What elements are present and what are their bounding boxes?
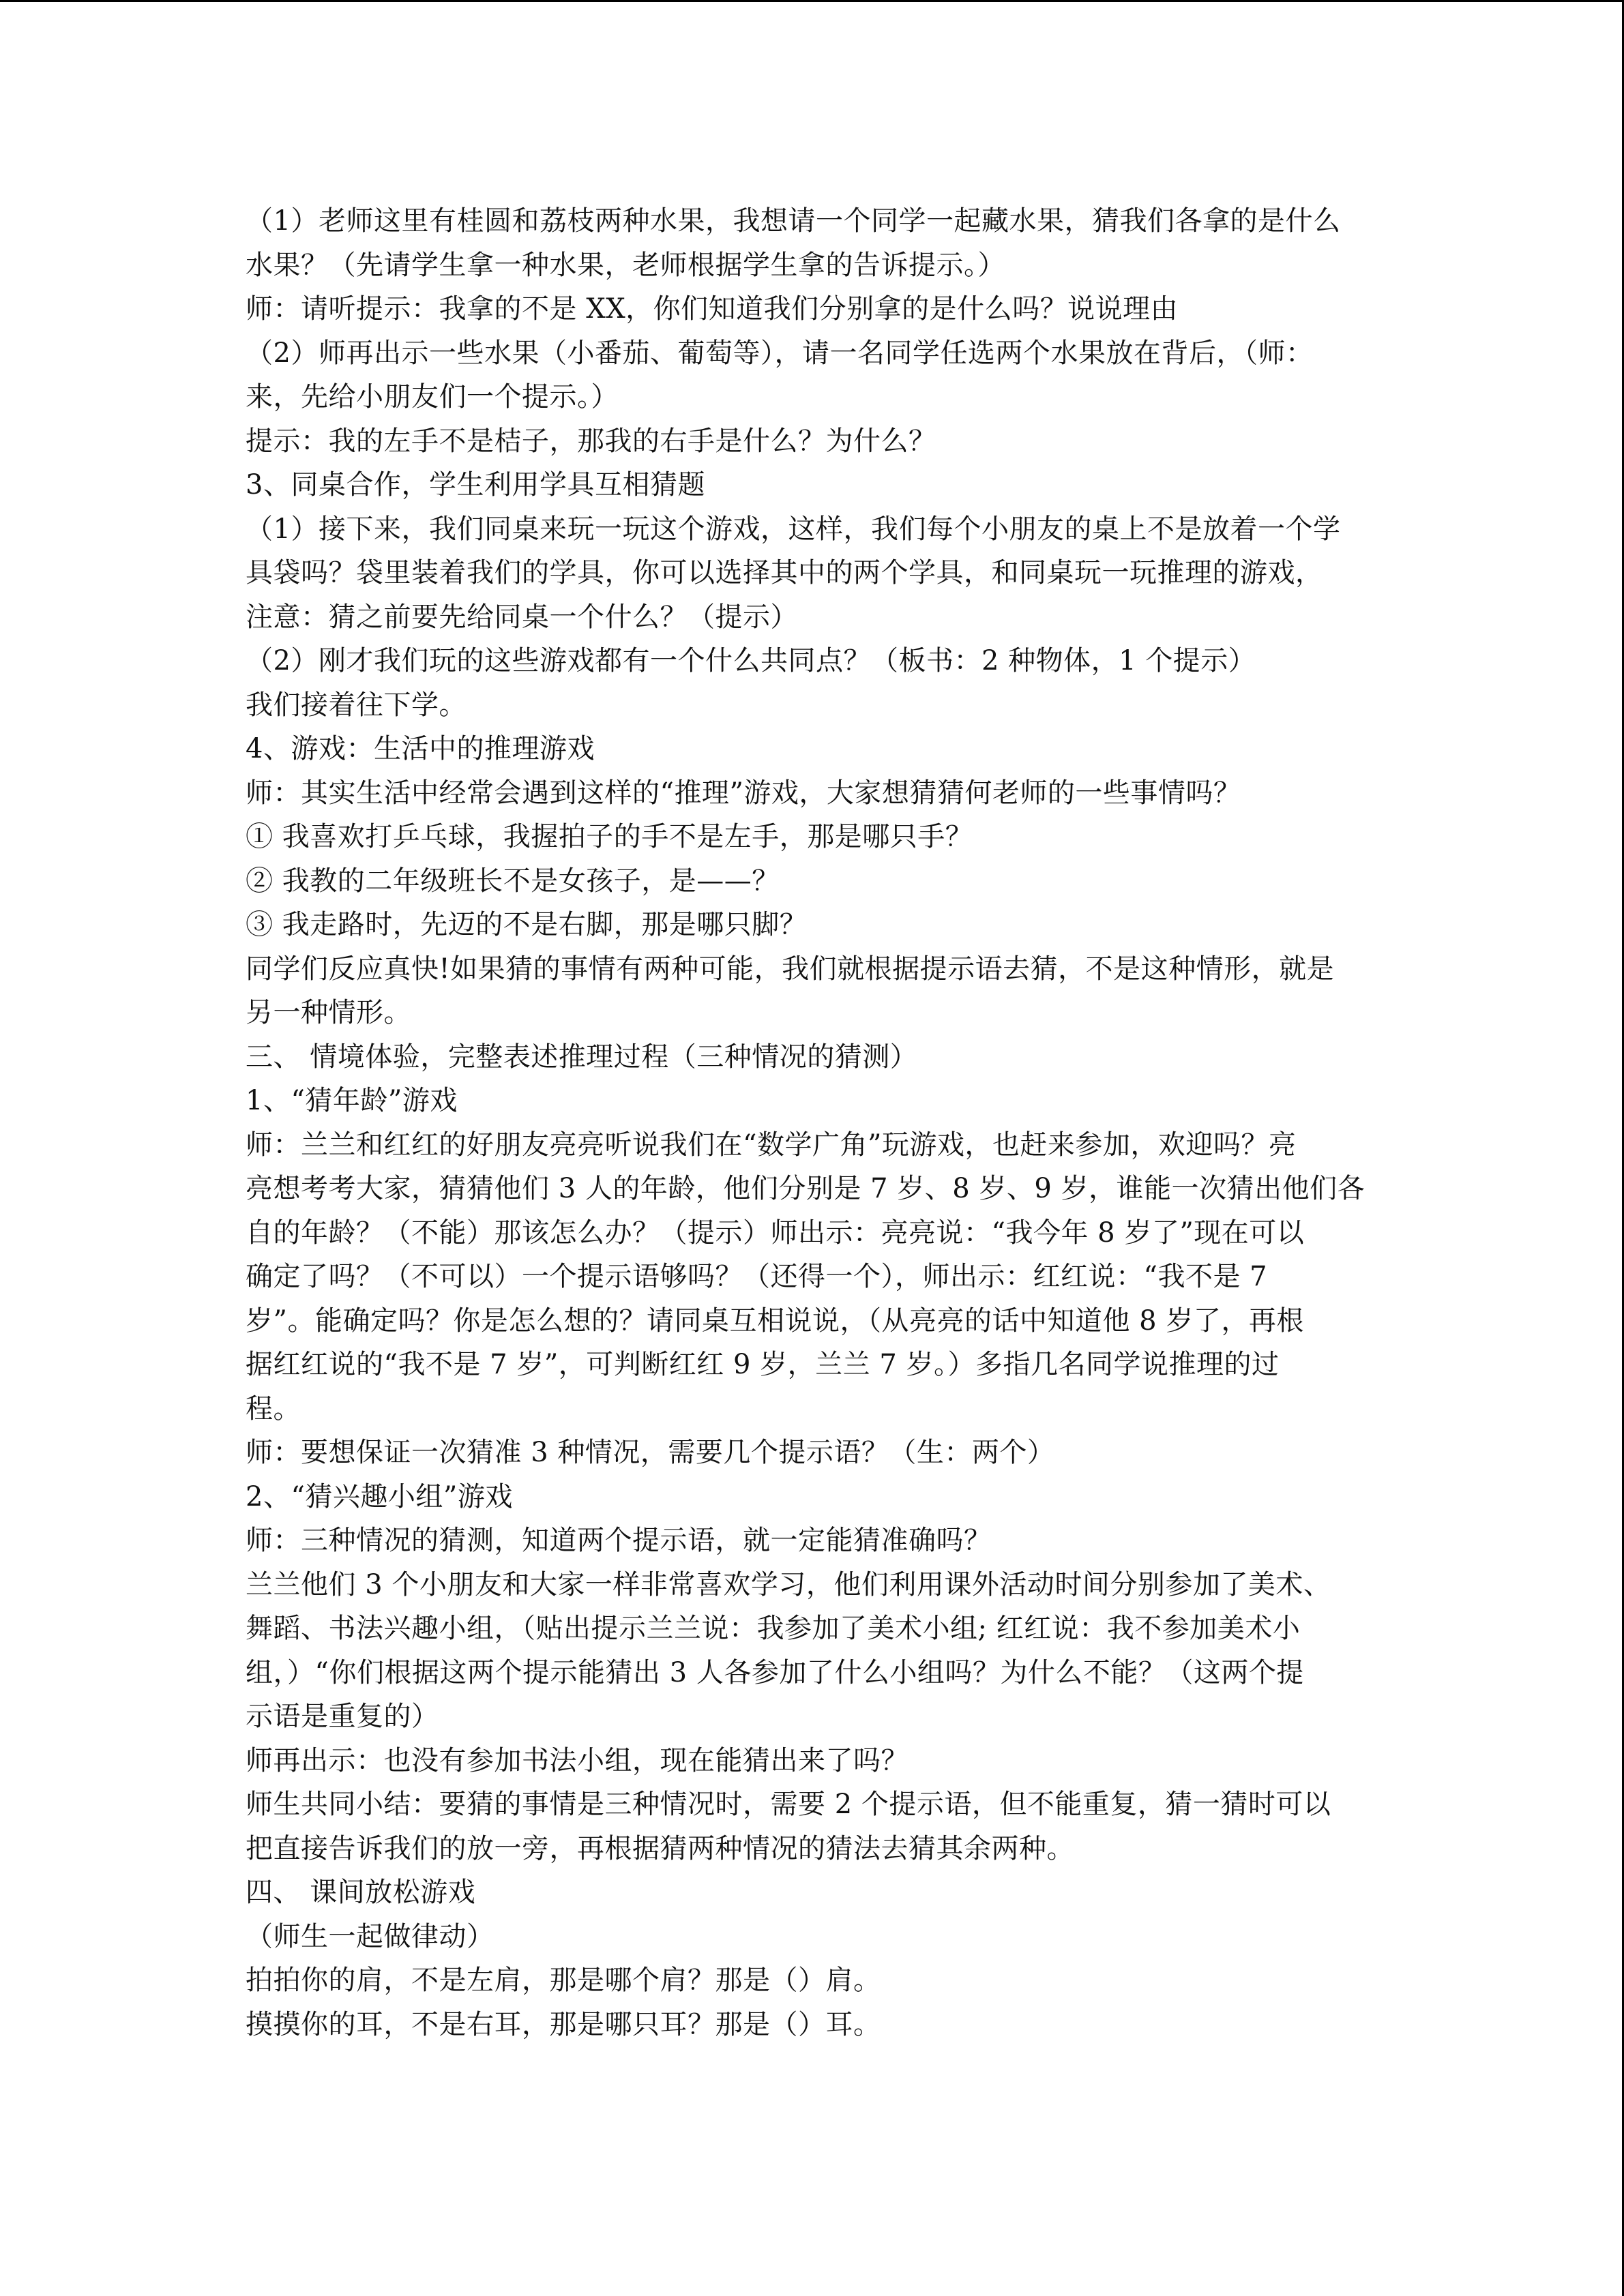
text-line: 同学们反应真快!如果猜的事情有两种可能，我们就根据提示语去猜，不是这种情形，就是 <box>246 953 1335 985</box>
section-heading: 四、 课间放松游戏 <box>246 1877 476 1908</box>
text-line: 师：请听提示：我拿的不是 XX，你们知道我们分别拿的是什么吗？说说理由 <box>246 293 1179 325</box>
text-line: 另一种情形。 <box>246 997 411 1028</box>
text-line: 来，先给小朋友们一个提示。） <box>246 381 619 413</box>
text-line: 拍拍你的肩，不是左肩，那是哪个肩？那是（）肩。 <box>246 1965 881 1996</box>
text-line: 具袋吗？袋里装着我们的学具，你可以选择其中的两个学具，和同桌玩一玩推理的游戏， <box>246 557 1323 588</box>
section-heading: 1、“猜年龄”游戏 <box>246 1085 458 1116</box>
list-item: ② 我教的二年级班长不是女孩子，是——？ <box>246 865 780 897</box>
document-body <box>246 199 1378 2046</box>
text-line: 兰兰他们 3 个小朋友和大家一样非常喜欢学习，他们利用课外活动时间分别参加了美术、 <box>246 1568 1331 1600</box>
text-line: 程。 <box>246 1392 301 1425</box>
text-line: （2）师再出示一些水果（小番茄、葡萄等），请一名同学任选两个水果放在背后，（师： <box>246 337 1314 369</box>
text-line: 提示：我的左手不是桔子，那我的右手是什么？为什么？ <box>246 425 936 457</box>
text-line: 把直接告诉我们的放一旁，再根据猜两种情况的猜法去猜其余两种。 <box>246 1832 1074 1864</box>
text-line: 师再出示：也没有参加书法小组，现在能猜出来了吗？ <box>246 1744 909 1776</box>
section-heading: 4、游戏：生活中的推理游戏 <box>246 733 595 764</box>
text-line: （1）老师这里有桂圆和荔枝两种水果，我想请一个同学一起藏水果，猜我们各拿的是什么 <box>246 205 1341 237</box>
text-line: 舞蹈、书法兴趣小组，（贴出提示兰兰说：我参加了美术小组; 红红说：我不参加美术小 <box>246 1613 1301 1644</box>
text-line: （师生一起做律动） <box>246 1920 494 1952</box>
text-line: 自的年龄？（不能）那该怎么办？（提示）师出示：亮亮说：“我今年 8 岁了”现在可以 <box>246 1217 1305 1249</box>
text-line: 水果？（先请学生拿一种水果，老师根据学生拿的告诉提示。） <box>246 249 1005 281</box>
text-line: 师：三种情况的猜测，知道两个提示语，就一定能猜准确吗？ <box>246 1525 992 1556</box>
section-heading: 3、同桌合作，学生利用学具互相猜题 <box>246 469 705 501</box>
text-line: 确定了吗？（不可以）一个提示语够吗？（还得一个），师出示：红红说：“我不是 7 <box>246 1261 1268 1292</box>
text-line: 亮想考考大家，猜猜他们 3 人的年龄，他们分别是 7 岁、8 岁、9 岁，谁能一次猜出他们各 <box>246 1173 1365 1204</box>
text-line: （1）接下来，我们同桌来玩一玩这个游戏，这样，我们每个小朋友的桌上不是放着一个学 <box>246 513 1341 545</box>
text-line: 组，）“你们根据这两个提示能猜出 3 人各参加了什么小组吗？为什么不能？（这两个提 <box>246 1656 1304 1688</box>
text-line: 我们接着往下学。 <box>246 689 467 721</box>
list-item: ① 我喜欢打乒乓球，我握拍子的手不是左手，那是哪只手？ <box>246 821 973 852</box>
text-line: 注意：猜之前要先给同桌一个什么？（提示） <box>246 601 798 633</box>
text-line: 师：其实生活中经常会遇到这样的“推理”游戏，大家想猜猜何老师的一些事情吗？ <box>246 777 1241 809</box>
text-line: 摸摸你的耳，不是右耳，那是哪只耳？那是（）耳。 <box>246 2008 881 2040</box>
text-line: 师：要想保证一次猜准 3 种情况，需要几个提示语？（生：两个） <box>246 1437 1055 1468</box>
text-line: 据红红说的“我不是 7 岁”，可判断红红 9 岁，兰兰 7 岁。）多指几名同学说推理的过 <box>246 1349 1280 1380</box>
text-line: 师生共同小结：要猜的事情是三种情况时，需要 2 个提示语，但不能重复，猜一猜时可以 <box>246 1789 1331 1820</box>
text-line: 示语是重复的） <box>246 1701 439 1732</box>
section-heading: 2、“猜兴趣小组”游戏 <box>246 1480 513 1512</box>
text-line: 岁”。能确定吗？你是怎么想的？请同桌互相说说，（从亮亮的话中知道他 8 岁了，再根 <box>246 1304 1304 1337</box>
list-item: ③ 我走路时，先迈的不是右脚，那是哪只脚？ <box>246 909 808 940</box>
text-line: 师：兰兰和红红的好朋友亮亮听说我们在“数学广角”玩游戏，也赶来参加，欢迎吗？亮 <box>246 1129 1297 1161</box>
section-heading: 三、 情境体验，完整表述推理过程（三种情况的猜测） <box>246 1041 918 1073</box>
text-line: （2）刚才我们玩的这些游戏都有一个什么共同点？（板书：2 种物体，1 个提示） <box>246 645 1256 676</box>
